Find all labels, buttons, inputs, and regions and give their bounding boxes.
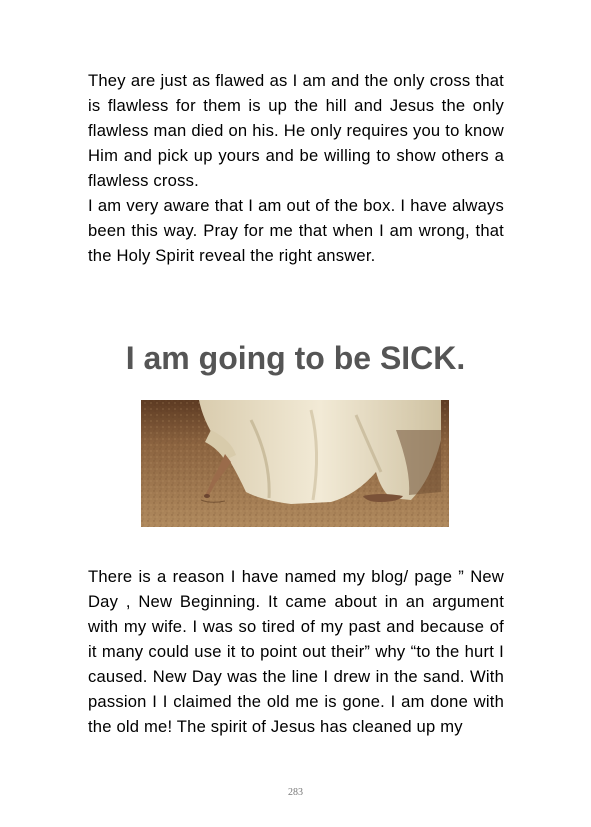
paragraph: There is a reason I have named my blog/ page ” New Day , New Beginning. It came about in an argument with my wife. I was so tired of my past and because of it many could use it to point out their” why “to the hurt I caused. New Day was the line I drew in the sand. With passion I I claimed the old me is gone. I am done with the old me! The spirit of Jesus has cleaned up my	[88, 567, 504, 736]
paragraph: I am very aware that I am out of the box. I have always been this way. Pray for me that when I am wrong, that the Holy Spirit reveal the right answer.	[88, 196, 504, 265]
body-text-top	[88, 68, 504, 268]
jesus-writing-in-sand-photo	[141, 400, 449, 527]
paragraph: They are just as flawed as I am and the only cross that is flawless for them is up the hill and Jesus the only flawless man died on his. He only requires you to know Him and pick up yours and be willing to show others a flawless cross.	[88, 71, 504, 190]
body-text-bottom	[88, 564, 504, 739]
page-number: 283	[288, 787, 303, 798]
section-heading: I am going to be SICK.	[125, 340, 466, 376]
